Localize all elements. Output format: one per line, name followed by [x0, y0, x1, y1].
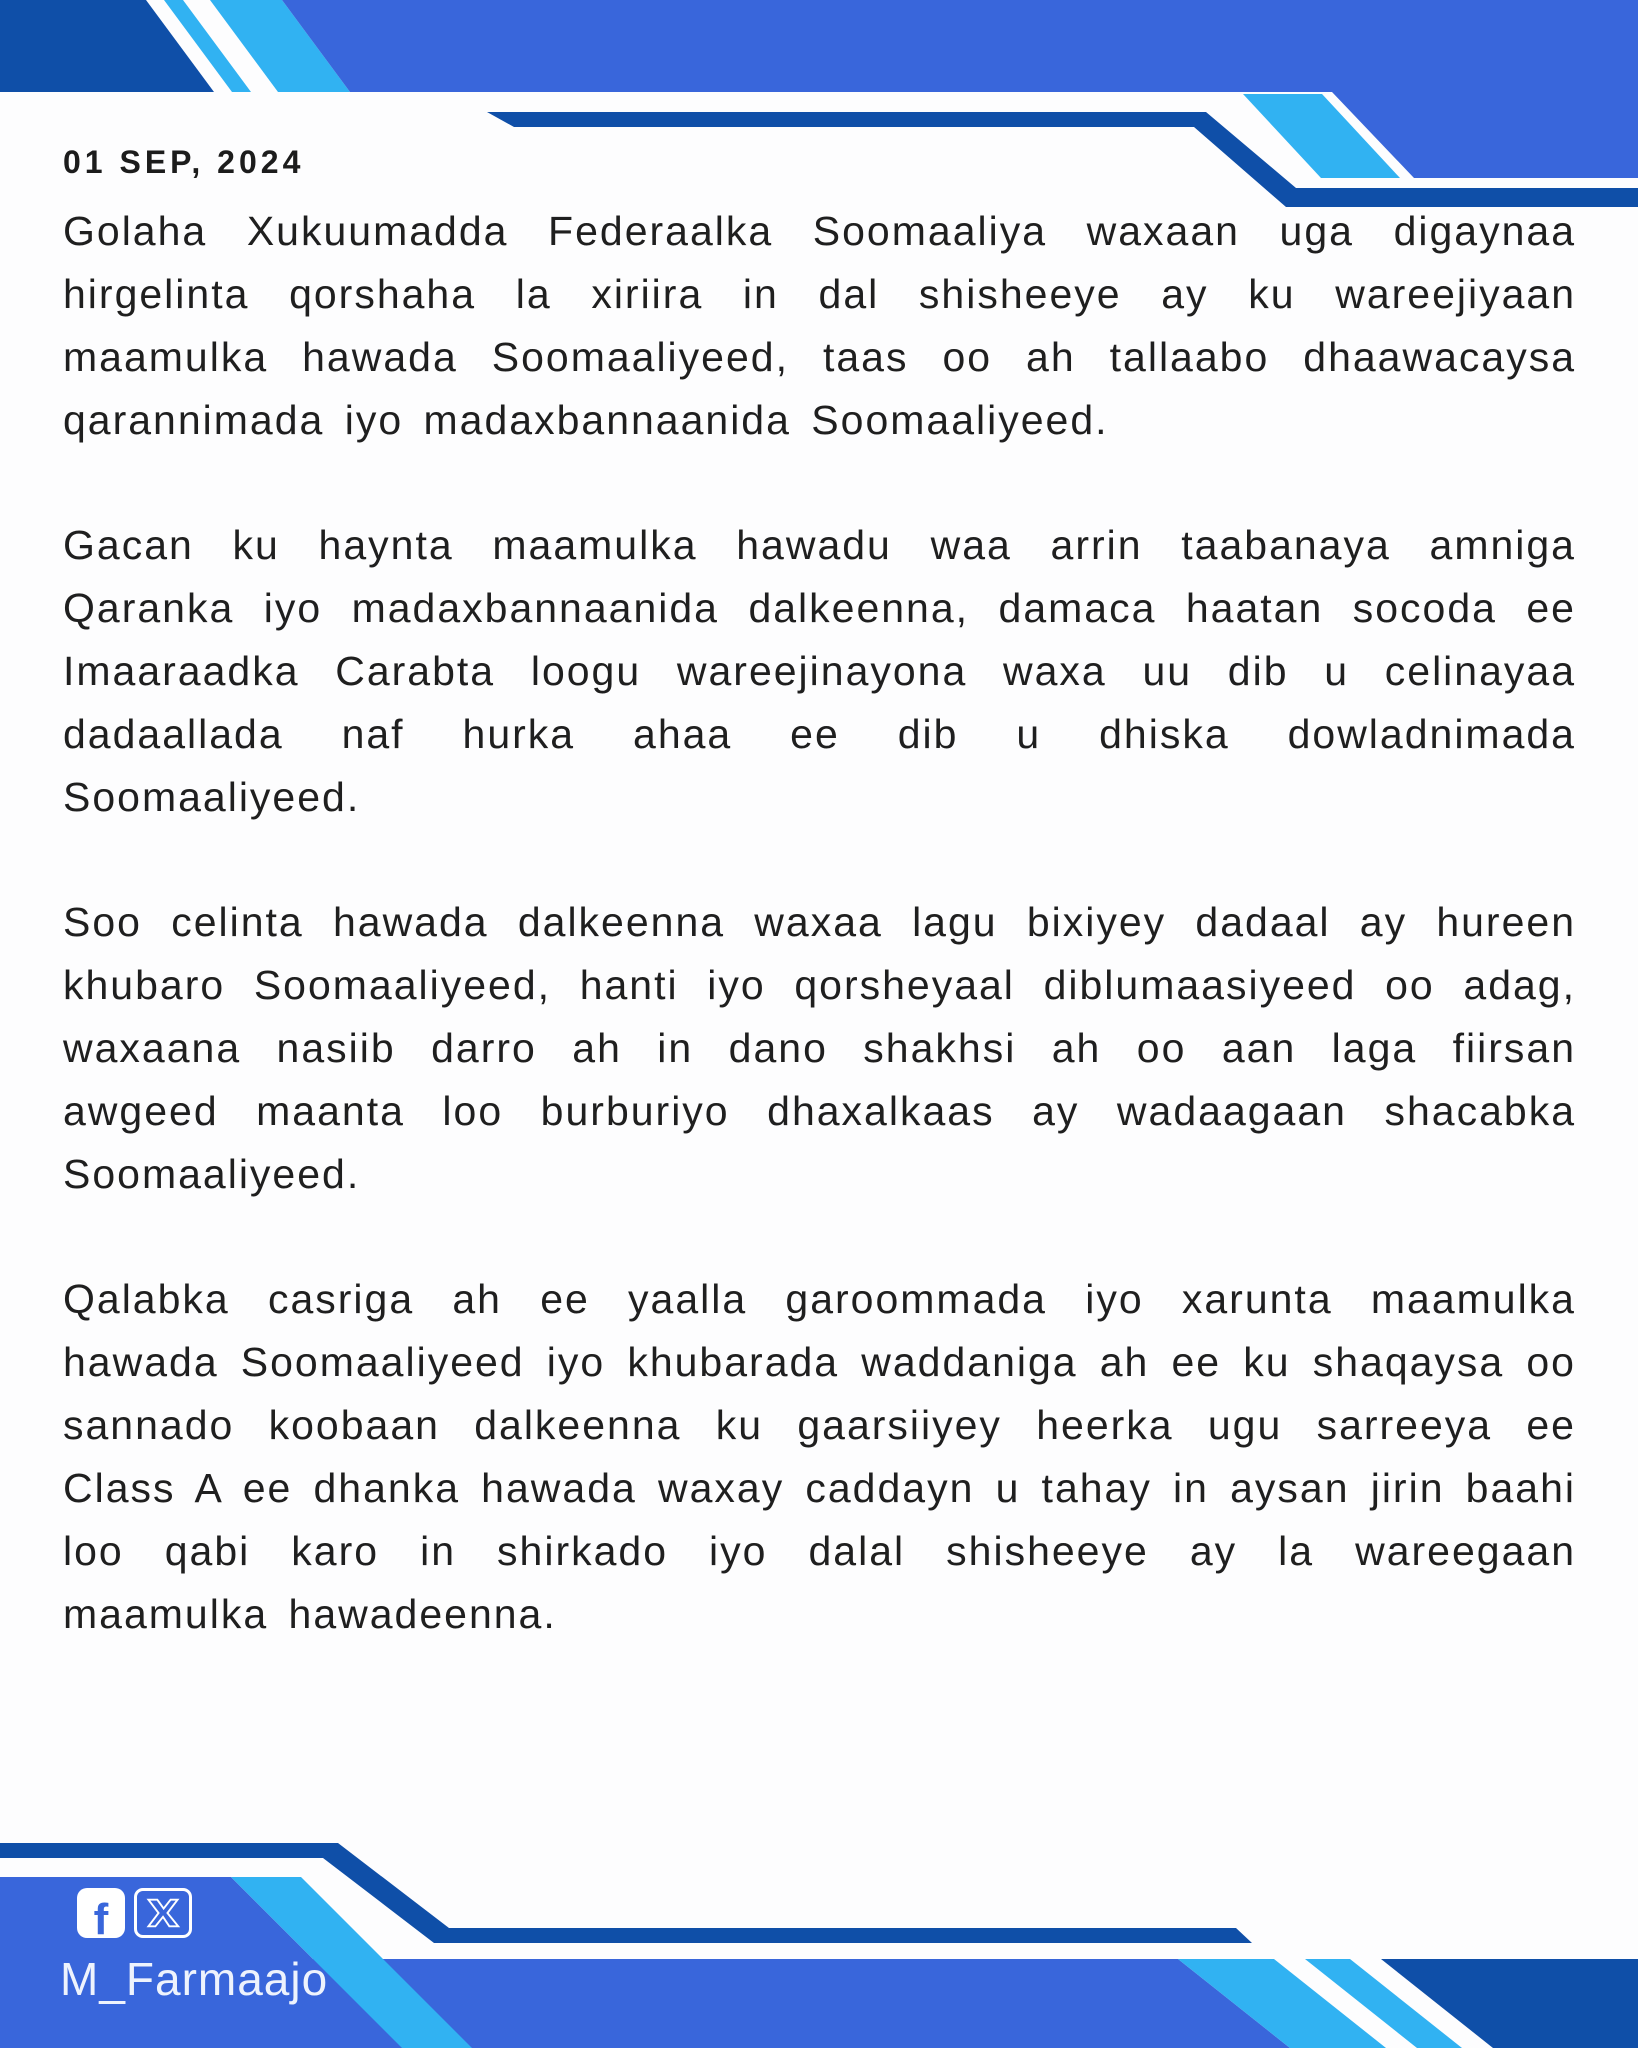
facebook-glyph: f — [93, 1895, 109, 1938]
x-icon[interactable] — [134, 1888, 192, 1938]
statement-body — [63, 200, 1576, 1708]
date-label: 01 SEP, 2024 — [63, 144, 305, 180]
facebook-icon[interactable] — [77, 1888, 125, 1938]
body-paragraph-4: Qalabka casriga ah ee yaalla garoommada iyo xarunta maamulka hawada Soomaaliyeed iyo khubarada waddaniga ah ee ku shaqaysa oo sannado koobaan dalkeenna ku gaarsiiyey heerka ugu sarreeya ee Class A ee dhanka hawada waxay caddayn u tahay in aysan jirin baahi loo qabi karo in shirkado iyo dalal shisheeye ay la wareegaan maamulka hawadeenna. — [63, 1276, 1576, 1637]
social-handle: M_Farmaajo — [60, 1953, 329, 2005]
body-paragraph-1: Golaha Xukuumadda Federaalka Soomaaliya waxaan uga digaynaa hirgelinta qorshaha la xiriira in dal shisheeye ay ku wareejiyaan maamulka hawada Soomaaliyeed, taas oo ah tallaabo dhaawacaysa qarannimada iyo madaxbannaanida Soomaaliyeed. — [63, 208, 1576, 443]
x-logo-glyph — [144, 1897, 182, 1929]
header-main-band — [282, 0, 1638, 178]
body-paragraph-2: Gacan ku haynta maamulka hawadu waa arrin taabanaya amniga Qaranka iyo madaxbannaanida dalkeenna, damaca haatan socoda ee Imaaraadka Carabta loogu wareejinayona waxa uu dib u celinayaa dadaallada naf hurka ahaa ee dib u dhiska dowladnimada Soomaaliyeed. — [63, 522, 1576, 820]
body-paragraph-3: Soo celinta hawada dalkeenna waxaa lagu bixiyey dadaal ay hureen khubaro Soomaaliyeed, hanti iyo qorsheyaal diblumaasiyeed oo adag, waxaana nasiib darro ah in dano shakhsi ah oo aan laga fiirsan awgeed maanta loo burburiyo dhaxalkaas ay wadaagaan shacabka Soomaaliyeed. — [63, 899, 1576, 1197]
